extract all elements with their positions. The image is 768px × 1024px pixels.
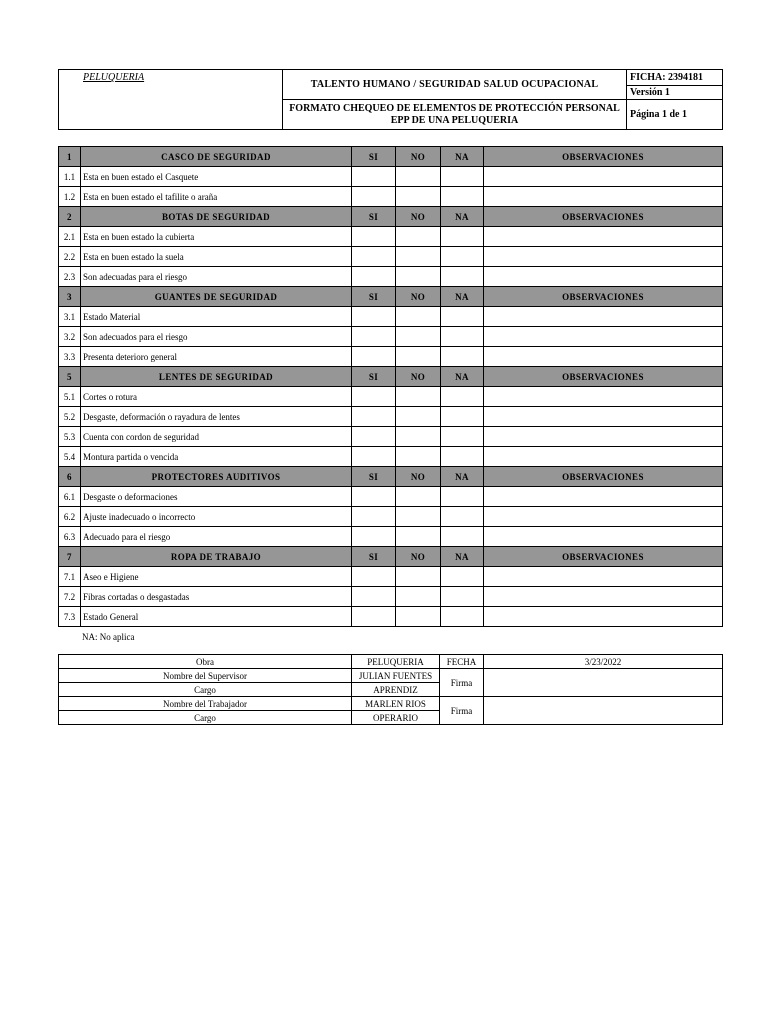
item-number: 7.3 — [59, 607, 81, 627]
item-description: Esta en buen estado el tafilite o araña — [81, 187, 352, 207]
section-number: 5 — [59, 367, 81, 387]
na-checkbox-cell[interactable] — [441, 567, 484, 587]
item-description: Estado General — [81, 607, 352, 627]
item-number: 1.2 — [59, 187, 81, 207]
supervisor-signature-field[interactable] — [484, 669, 723, 697]
header-table — [58, 69, 723, 130]
si-checkbox-cell[interactable] — [352, 247, 396, 267]
na-checkbox-cell[interactable] — [441, 347, 484, 367]
section-header-row — [59, 467, 723, 487]
na-column-header: NA — [441, 287, 484, 307]
trabajador-signature-field[interactable] — [484, 697, 723, 725]
checklist-row — [59, 427, 723, 447]
supervisor-cargo-label: Cargo — [59, 683, 352, 697]
checklist-row — [59, 527, 723, 547]
section-title: GUANTES DE SEGURIDAD — [81, 287, 352, 307]
si-column-header: SI — [352, 207, 396, 227]
supervisor-name[interactable]: JULIAN FUENTES — [352, 669, 440, 683]
observations-field[interactable] — [484, 507, 723, 527]
na-column-header: NA — [441, 547, 484, 567]
item-number: 2.2 — [59, 247, 81, 267]
na-checkbox-cell[interactable] — [441, 387, 484, 407]
item-number: 2.1 — [59, 227, 81, 247]
checklist-row — [59, 167, 723, 187]
si-checkbox-cell[interactable] — [352, 347, 396, 367]
na-checkbox-cell[interactable] — [441, 327, 484, 347]
version-label: Versión 1 — [627, 86, 723, 100]
section-header-row — [59, 367, 723, 387]
observations-field[interactable] — [484, 307, 723, 327]
na-checkbox-cell[interactable] — [441, 407, 484, 427]
item-number: 3.1 — [59, 307, 81, 327]
item-number: 7.1 — [59, 567, 81, 587]
si-checkbox-cell[interactable] — [352, 267, 396, 287]
section-title: ROPA DE TRABAJO — [81, 547, 352, 567]
observations-field[interactable] — [484, 267, 723, 287]
no-checkbox-cell[interactable] — [396, 567, 441, 587]
checklist-row — [59, 327, 723, 347]
si-checkbox-cell[interactable] — [352, 567, 396, 587]
form-title: FORMATO CHEQUEO DE ELEMENTOS DE PROTECCIÓN PERSONAL EPP DE UNA PELUQUERIA — [283, 100, 627, 130]
item-description: Esta en buen estado la suela — [81, 247, 352, 267]
no-column-header: NO — [396, 287, 441, 307]
observations-field[interactable] — [484, 387, 723, 407]
checklist-row — [59, 507, 723, 527]
checklist-row — [59, 227, 723, 247]
checklist-row — [59, 487, 723, 507]
section-number: 1 — [59, 147, 81, 167]
no-column-header: NO — [396, 207, 441, 227]
supervisor-firma-label: Firma — [440, 669, 484, 697]
no-checkbox-cell[interactable] — [396, 527, 441, 547]
ficha-number: FICHA: 2394181 — [627, 70, 723, 86]
item-description: Desgaste o deformaciones — [81, 487, 352, 507]
fecha-label: FECHA — [440, 655, 484, 669]
checklist-row — [59, 607, 723, 627]
supervisor-cargo[interactable]: APRENDIZ — [352, 683, 440, 697]
page-number: Página 1 de 1 — [627, 100, 723, 130]
si-checkbox-cell[interactable] — [352, 387, 396, 407]
na-column-header: NA — [441, 147, 484, 167]
si-column-header: SI — [352, 467, 396, 487]
si-column-header: SI — [352, 367, 396, 387]
no-column-header: NO — [396, 467, 441, 487]
na-checkbox-cell[interactable] — [441, 507, 484, 527]
na-checkbox-cell[interactable] — [441, 307, 484, 327]
si-checkbox-cell[interactable] — [352, 427, 396, 447]
no-checkbox-cell[interactable] — [396, 247, 441, 267]
no-checkbox-cell[interactable] — [396, 327, 441, 347]
checklist-row — [59, 307, 723, 327]
item-number: 5.2 — [59, 407, 81, 427]
item-description: Estado Material — [81, 307, 352, 327]
item-description: Aseo e Higiene — [81, 567, 352, 587]
section-header-row — [59, 547, 723, 567]
observations-column-header: OBSERVACIONES — [484, 367, 723, 387]
checklist-row — [59, 187, 723, 207]
na-checkbox-cell[interactable] — [441, 527, 484, 547]
item-description: Son adecuadas para el riesgo — [81, 267, 352, 287]
observations-field[interactable] — [484, 187, 723, 207]
obra-label: Obra — [59, 655, 352, 669]
na-checkbox-cell[interactable] — [441, 247, 484, 267]
item-description: Adecuado para el riesgo — [81, 527, 352, 547]
item-description: Fibras cortadas o desgastadas — [81, 587, 352, 607]
no-column-header: NO — [396, 147, 441, 167]
item-description: Ajuste inadecuado o incorrecto — [81, 507, 352, 527]
no-checkbox-cell[interactable] — [396, 507, 441, 527]
item-number: 3.3 — [59, 347, 81, 367]
no-checkbox-cell[interactable] — [396, 187, 441, 207]
no-checkbox-cell[interactable] — [396, 347, 441, 367]
observations-field[interactable] — [484, 167, 723, 187]
section-number: 7 — [59, 547, 81, 567]
checklist-row — [59, 267, 723, 287]
no-checkbox-cell[interactable] — [396, 587, 441, 607]
epp-checklist-table — [58, 146, 723, 627]
observations-field[interactable] — [484, 347, 723, 367]
si-checkbox-cell[interactable] — [352, 447, 396, 467]
item-description: Montura partida o vencida — [81, 447, 352, 467]
na-checkbox-cell[interactable] — [441, 227, 484, 247]
item-number: 6.1 — [59, 487, 81, 507]
item-number: 5.3 — [59, 427, 81, 447]
observations-field[interactable] — [484, 487, 723, 507]
section-number: 6 — [59, 467, 81, 487]
obra-value[interactable]: PELUQUERIA — [352, 655, 440, 669]
item-number: 7.2 — [59, 587, 81, 607]
si-checkbox-cell[interactable] — [352, 587, 396, 607]
item-description: Cuenta con cordon de seguridad — [81, 427, 352, 447]
item-number: 3.2 — [59, 327, 81, 347]
checklist-row — [59, 347, 723, 367]
observations-field[interactable] — [484, 607, 723, 627]
si-checkbox-cell[interactable] — [352, 407, 396, 427]
checklist-row — [59, 247, 723, 267]
checklist-row — [59, 407, 723, 427]
no-checkbox-cell[interactable] — [396, 227, 441, 247]
no-checkbox-cell[interactable] — [396, 447, 441, 467]
supervisor-label: Nombre del Supervisor — [59, 669, 352, 683]
trabajador-firma-label: Firma — [440, 697, 484, 725]
item-description: Esta en buen estado la cubierta — [81, 227, 352, 247]
na-checkbox-cell[interactable] — [441, 487, 484, 507]
trabajador-cargo[interactable]: OPERARIO — [352, 711, 440, 725]
na-checkbox-cell[interactable] — [441, 427, 484, 447]
observations-field[interactable] — [484, 247, 723, 267]
signature-table — [58, 654, 723, 725]
item-description: Cortes o rotura — [81, 387, 352, 407]
observations-column-header: OBSERVACIONES — [484, 287, 723, 307]
section-header-row — [59, 147, 723, 167]
observations-column-header: OBSERVACIONES — [484, 547, 723, 567]
observations-field[interactable] — [484, 427, 723, 447]
si-column-header: SI — [352, 287, 396, 307]
na-column-header: NA — [441, 207, 484, 227]
item-number: 6.3 — [59, 527, 81, 547]
observations-field[interactable] — [484, 527, 723, 547]
observations-column-header: OBSERVACIONES — [484, 467, 723, 487]
si-column-header: SI — [352, 147, 396, 167]
na-checkbox-cell[interactable] — [441, 267, 484, 287]
si-checkbox-cell[interactable] — [352, 227, 396, 247]
section-number: 2 — [59, 207, 81, 227]
item-number: 5.1 — [59, 387, 81, 407]
na-checkbox-cell[interactable] — [441, 447, 484, 467]
section-title: LENTES DE SEGURIDAD — [81, 367, 352, 387]
fecha-value[interactable]: 3/23/2022 — [484, 655, 723, 669]
checklist-row — [59, 387, 723, 407]
observations-column-header: OBSERVACIONES — [484, 147, 723, 167]
observations-field[interactable] — [484, 227, 723, 247]
checklist-row — [59, 567, 723, 587]
na-checkbox-cell[interactable] — [441, 607, 484, 627]
na-checkbox-cell[interactable] — [441, 167, 484, 187]
no-column-header: NO — [396, 367, 441, 387]
department-title: TALENTO HUMANO / SEGURIDAD SALUD OCUPACIONAL — [283, 70, 627, 100]
na-note: NA: No aplica — [82, 632, 135, 642]
si-checkbox-cell[interactable] — [352, 487, 396, 507]
observations-field[interactable] — [484, 327, 723, 347]
na-column-header: NA — [441, 467, 484, 487]
si-checkbox-cell[interactable] — [352, 607, 396, 627]
observations-field[interactable] — [484, 567, 723, 587]
no-checkbox-cell[interactable] — [396, 407, 441, 427]
trabajador-label: Nombre del Trabajador — [59, 697, 352, 711]
item-description: Son adecuados para el riesgo — [81, 327, 352, 347]
section-number: 3 — [59, 287, 81, 307]
si-column-header: SI — [352, 547, 396, 567]
item-number: 2.3 — [59, 267, 81, 287]
item-description: Esta en buen estado el Casquete — [81, 167, 352, 187]
observations-field[interactable] — [484, 407, 723, 427]
trabajador-cargo-label: Cargo — [59, 711, 352, 725]
item-number: 1.1 — [59, 167, 81, 187]
section-title: BOTAS DE SEGURIDAD — [81, 207, 352, 227]
item-number: 5.4 — [59, 447, 81, 467]
no-checkbox-cell[interactable] — [396, 607, 441, 627]
section-title: CASCO DE SEGURIDAD — [81, 147, 352, 167]
item-description: Desgaste, deformación o rayadura de lentes — [81, 407, 352, 427]
company-name: PELUQUERIA — [59, 70, 283, 130]
observations-column-header: OBSERVACIONES — [484, 207, 723, 227]
section-title: PROTECTORES AUDITIVOS — [81, 467, 352, 487]
si-checkbox-cell[interactable] — [352, 507, 396, 527]
item-number: 6.2 — [59, 507, 81, 527]
checklist-row — [59, 587, 723, 607]
section-header-row — [59, 207, 723, 227]
trabajador-name[interactable]: MARLEN RIOS — [352, 697, 440, 711]
si-checkbox-cell[interactable] — [352, 167, 396, 187]
na-column-header: NA — [441, 367, 484, 387]
checklist-row — [59, 447, 723, 467]
na-checkbox-cell[interactable] — [441, 187, 484, 207]
na-checkbox-cell[interactable] — [441, 587, 484, 607]
observations-field[interactable] — [484, 587, 723, 607]
no-checkbox-cell[interactable] — [396, 267, 441, 287]
si-checkbox-cell[interactable] — [352, 527, 396, 547]
no-checkbox-cell[interactable] — [396, 167, 441, 187]
observations-field[interactable] — [484, 447, 723, 467]
item-description: Presenta deterioro general — [81, 347, 352, 367]
no-checkbox-cell[interactable] — [396, 307, 441, 327]
no-checkbox-cell[interactable] — [396, 427, 441, 447]
si-checkbox-cell[interactable] — [352, 327, 396, 347]
si-checkbox-cell[interactable] — [352, 307, 396, 327]
si-checkbox-cell[interactable] — [352, 187, 396, 207]
no-checkbox-cell[interactable] — [396, 387, 441, 407]
section-header-row — [59, 287, 723, 307]
no-checkbox-cell[interactable] — [396, 487, 441, 507]
no-column-header: NO — [396, 547, 441, 567]
